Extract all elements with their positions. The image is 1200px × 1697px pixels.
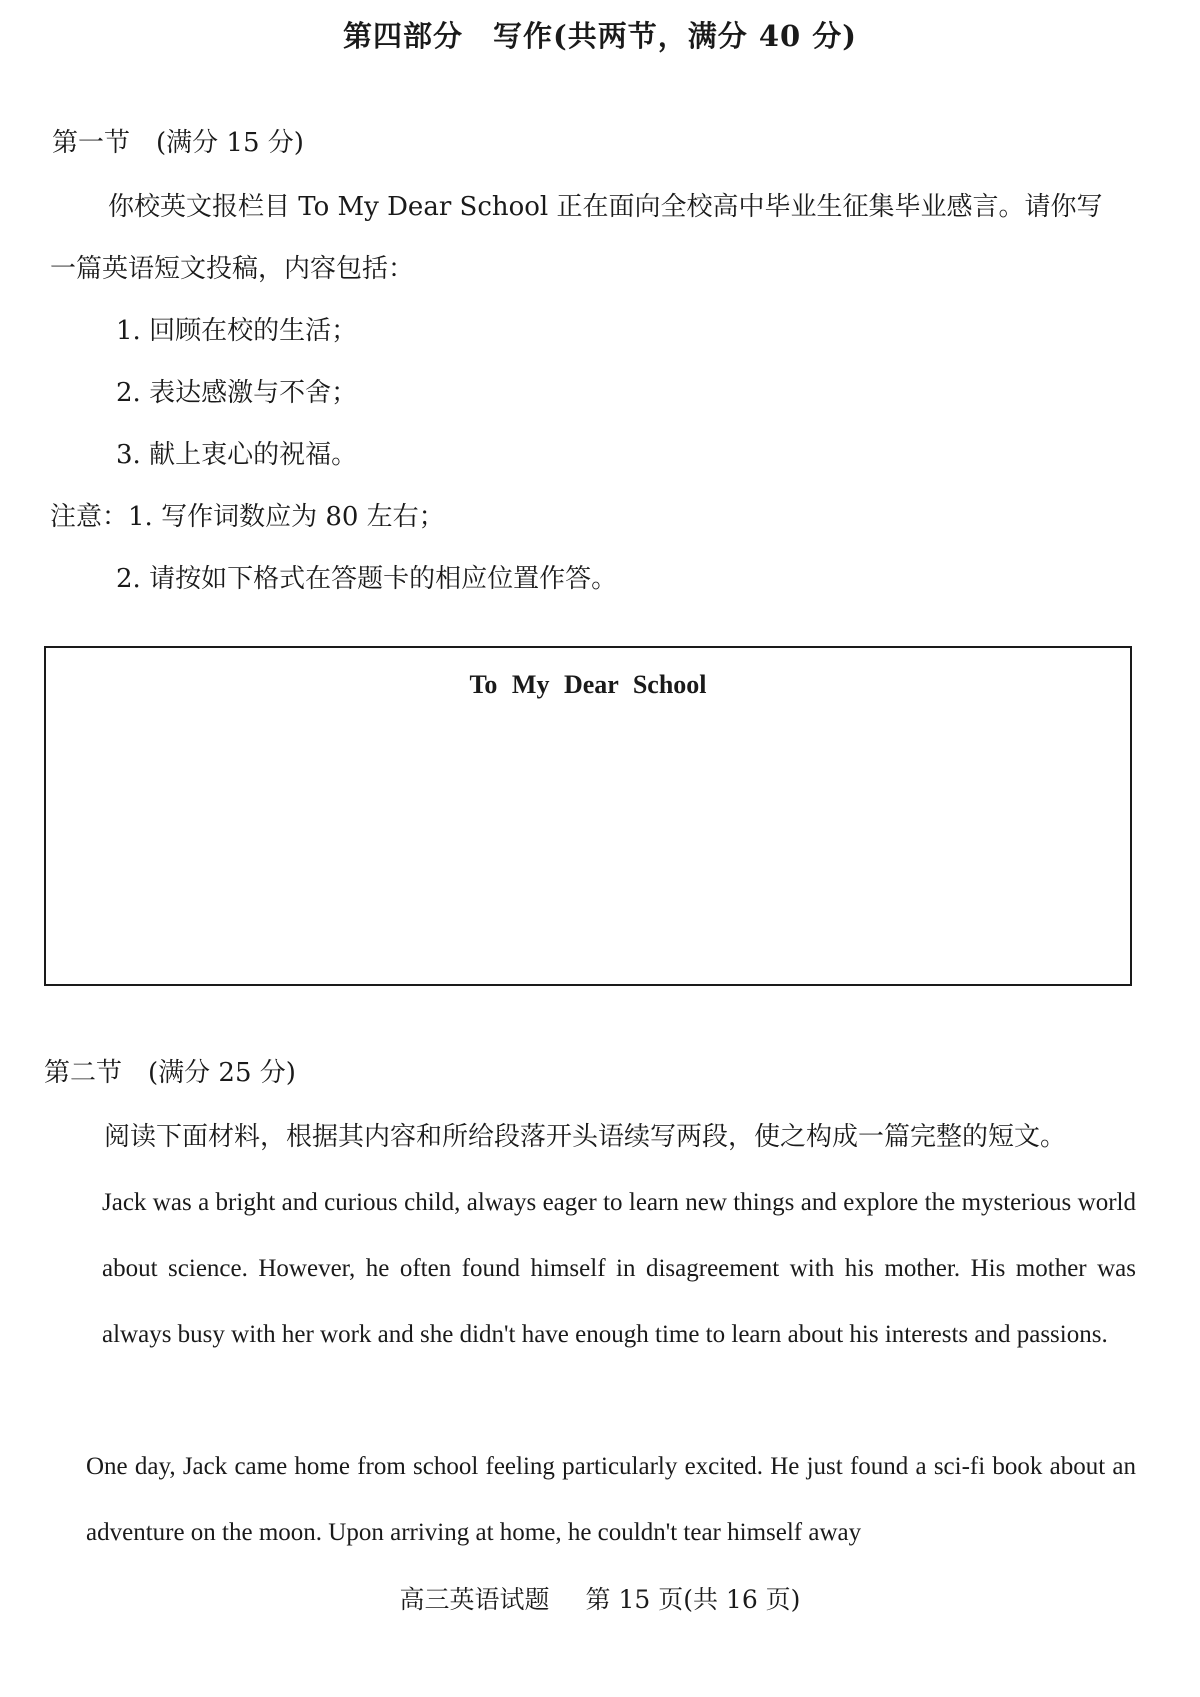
note-answer-format: 2. 请按如下格式在答题卡的相应位置作答。 <box>116 564 618 594</box>
story-paragraph-2 <box>40 1434 1136 1566</box>
answer-box-title: To My Dear School <box>469 670 707 699</box>
section2-heading: 第二节 (满分 25 分) <box>44 1058 296 1088</box>
footer-page-number: 第 15 页(共 16 页) <box>585 1585 801 1614</box>
story-paragraph-2-text: One day, Jack came home from school feeling particularly excited. He just found a sci-fi book about an adventure on the moon. Upon arriving at home, he couldn't tear himself away <box>86 1453 1136 1546</box>
section1-heading: 第一节 (满分 15 分) <box>52 128 304 158</box>
section1-prompt-line1: 你校英文报栏目 To My Dear School 正在面向全校高中毕业生征集毕业感言。请你写 <box>108 192 1103 222</box>
part-title: 第四部分 写作(共两节，满分 40 分) <box>343 19 857 53</box>
footer-subject: 高三英语试题 <box>399 1585 550 1614</box>
section1-prompt-line2: 一篇英语短文投稿，内容包括： <box>50 254 415 284</box>
requirement-item-3: 3. 献上衷心的祝福。 <box>116 440 358 470</box>
note-word-count: 注意：1. 写作词数应为 80 左右； <box>50 502 445 532</box>
section2-instruction: 阅读下面材料，根据其内容和所给段落开头语续写两段，使之构成一篇完整的短文。 <box>104 1122 1067 1152</box>
page-footer <box>0 1580 1200 1616</box>
requirement-item-1: 1. 回顾在校的生活； <box>116 316 358 346</box>
story-paragraph-1-text: Jack was a bright and curious child, always eager to learn new things and explore the mysterious world about science. However, he often found himself in disagreement with his mother. His mother was always busy with her work and she didn't have enough time to learn about his interests and passions. <box>102 1189 1136 1348</box>
answer-format-box <box>44 646 1132 986</box>
story-paragraph-1 <box>40 1170 1136 1368</box>
requirement-item-2: 2. 表达感激与不舍； <box>116 378 358 408</box>
